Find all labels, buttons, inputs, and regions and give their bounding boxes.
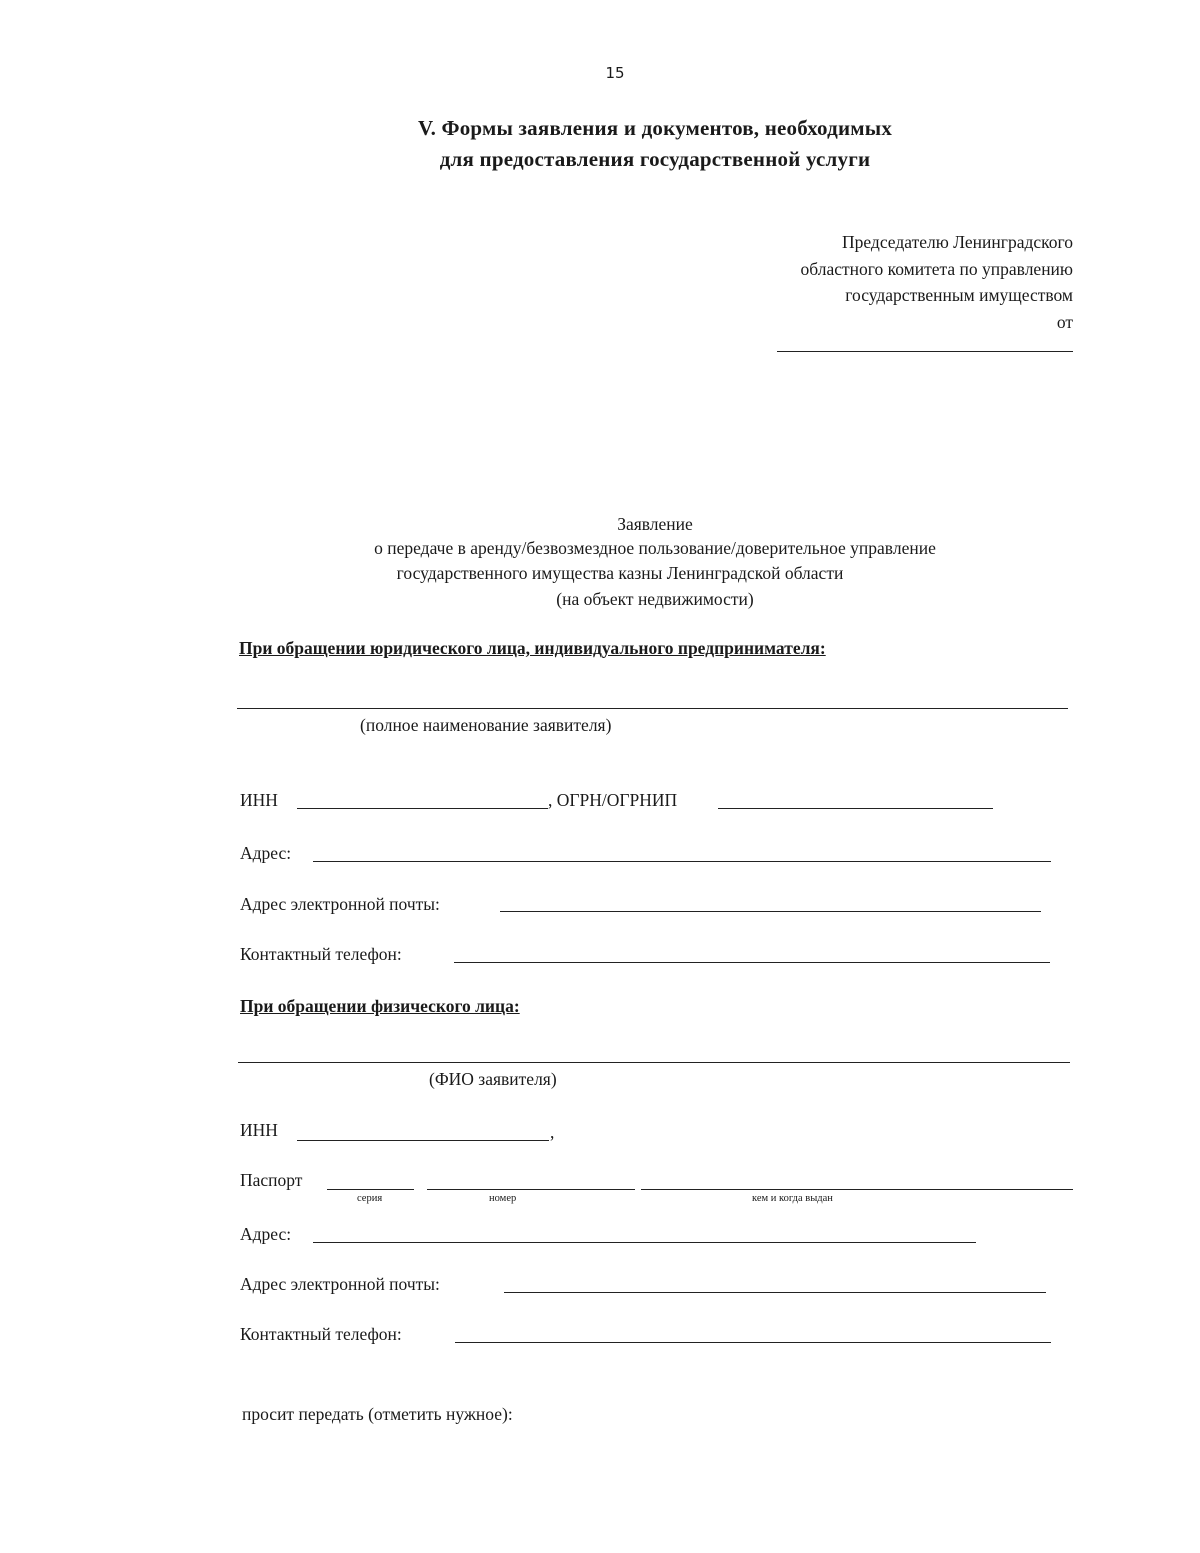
- legal-phone-line[interactable]: [454, 962, 1050, 963]
- individual-phone-label: Контактный телефон:: [240, 1324, 402, 1344]
- legal-inn-line[interactable]: [297, 808, 548, 809]
- individual-phone-line[interactable]: [455, 1342, 1051, 1343]
- passport-issued-line[interactable]: [641, 1189, 1073, 1190]
- passport-number-caption: номер: [489, 1193, 517, 1204]
- legal-section-title: При обращении юридического лица, индивидуального предпринимателя:: [239, 638, 826, 658]
- individual-email-label: Адрес электронной почты:: [240, 1274, 440, 1294]
- passport-label: Паспорт: [240, 1170, 303, 1190]
- legal-address-line[interactable]: [313, 861, 1051, 862]
- legal-ogrn-line[interactable]: [718, 808, 993, 809]
- statement-line4: (на объект недвижимости): [556, 589, 754, 609]
- statement-line3: государственного имущества казны Ленинградской области: [396, 563, 844, 583]
- addressee-block: [801, 229, 1073, 335]
- page-number: 15: [605, 64, 625, 82]
- individual-address-line[interactable]: [313, 1242, 976, 1243]
- passport-series-caption: серия: [357, 1193, 383, 1204]
- individual-address-label: Адрес:: [240, 1224, 292, 1244]
- individual-inn-label: ИНН: [240, 1120, 278, 1140]
- request-text: просит передать (отметить нужное):: [242, 1404, 513, 1424]
- legal-email-line[interactable]: [500, 911, 1041, 912]
- legal-email-label: Адрес электронной почты:: [240, 894, 440, 914]
- legal-inn-label: ИНН: [240, 790, 278, 810]
- addressee-line3: государственным имуществом: [845, 285, 1073, 305]
- addressee-line2: областного комитета по управлению: [800, 258, 1073, 279]
- legal-name-caption: (полное наименование заявителя): [360, 715, 612, 735]
- individual-email-line[interactable]: [504, 1292, 1046, 1293]
- legal-phone-label: Контактный телефон:: [240, 944, 402, 964]
- passport-issued-caption: кем и когда выдан: [752, 1193, 833, 1204]
- legal-ogrn-label: , ОГРН/ОГРНИП: [548, 790, 678, 810]
- form-heading-line2: для предоставления государственной услуги: [439, 147, 871, 171]
- legal-address-label: Адрес:: [240, 843, 292, 863]
- passport-number-line[interactable]: [427, 1189, 635, 1190]
- statement-line2: о передаче в аренду/безвозмездное пользование/доверительное управление: [374, 538, 936, 558]
- individual-section-title: При обращении физического лица:: [240, 996, 520, 1016]
- addressee-line1: Председателю Ленинградского: [842, 232, 1073, 252]
- from-blank-line[interactable]: [777, 351, 1073, 352]
- form-heading-line1: V. Формы заявления и документов, необходимых: [417, 116, 893, 140]
- individual-name-line[interactable]: [238, 1062, 1070, 1063]
- individual-inn-line[interactable]: [297, 1140, 549, 1141]
- legal-name-line[interactable]: [237, 708, 1068, 709]
- addressee-line4: от: [1056, 311, 1073, 332]
- statement-title: Заявление: [617, 514, 693, 534]
- passport-series-line[interactable]: [327, 1189, 414, 1190]
- individual-inn-comma: ,: [550, 1122, 555, 1142]
- individual-name-caption: (ФИО заявителя): [429, 1069, 557, 1089]
